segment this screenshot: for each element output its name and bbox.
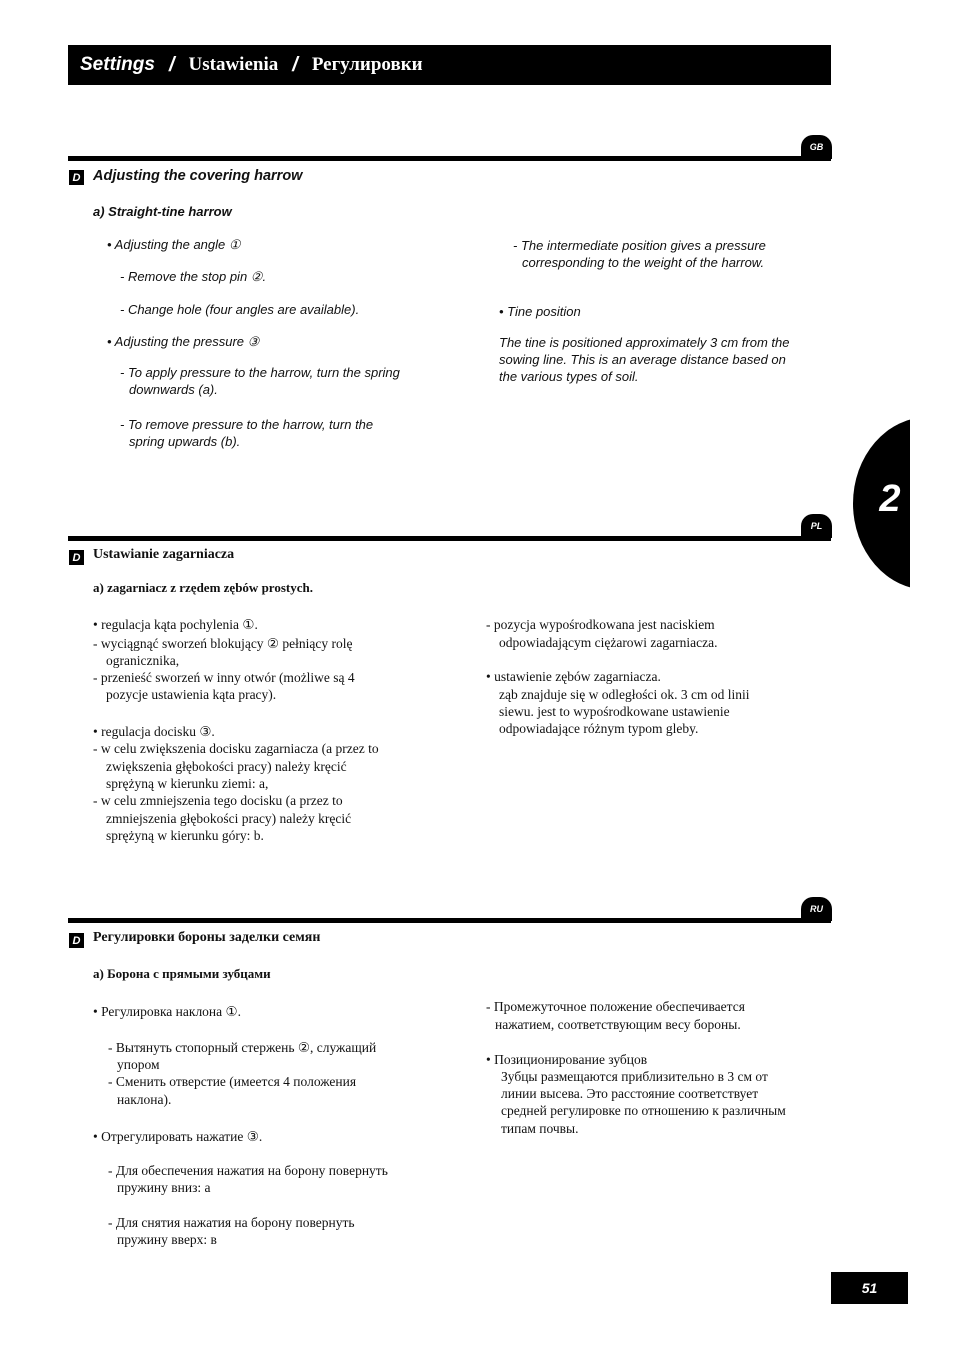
section-rule-ru — [68, 918, 831, 923]
pl-text-line: zmniejszenia głębokości pracy) należy kręcić — [106, 811, 352, 826]
section-title-pl: Ustawianie zagarniacza — [93, 547, 235, 562]
header-title-pl: Ustawienia — [188, 54, 279, 75]
gb-text-line: The tine is positioned approximately 3 cm from the — [499, 335, 790, 350]
page-number: 51 — [831, 1272, 908, 1304]
pl-text-line: ząb znajduje się w odległości ok. 3 cm od linii — [499, 687, 750, 702]
gb-text-line: - Remove the stop pin ②. — [120, 269, 267, 284]
ru-text-line: линии высева. Это расстояние соответствует — [501, 1086, 759, 1101]
gb-text-line: • Tine position — [499, 304, 581, 319]
ru-text-line: средней регулировке по отношению к различным — [501, 1103, 786, 1118]
pl-text-line: • regulacja kąta pochylenia ①. — [93, 617, 258, 632]
pl-text-line: - w celu zwiększenia docisku zagarniacza (a przez to — [93, 741, 379, 756]
header-title-en: Settings — [80, 54, 155, 75]
pl-text-line: ogranicznika, — [106, 653, 180, 668]
section-marker-pl: D — [69, 550, 84, 565]
gb-text-line: - To remove pressure to the harrow, turn the — [120, 417, 374, 432]
subsection-title-pl: a) zagarniacz z rzędem zębów prostych. — [93, 580, 313, 595]
ru-text-line: • Отрегулировать нажатие ③. — [93, 1129, 263, 1144]
ru-text-line: Зубцы размещаются приблизительно в 3 см от — [501, 1069, 768, 1084]
section-rule-pl — [68, 536, 831, 541]
pl-text-line: - wyciągnąć sworzeń blokujący ② pełniący rolę — [93, 636, 353, 651]
ru-text-line: • Позиционирование зубцов — [486, 1052, 648, 1067]
pl-text-line: sprężyną w kierunku ziemi: a, — [106, 776, 269, 791]
ru-text-line: - Для снятия нажатия на борону повернуть — [108, 1215, 355, 1230]
ru-text-line: - Вытянуть стопорный стержень ②, служащий — [108, 1040, 377, 1055]
ru-text-line: пружину вверх: в — [117, 1232, 217, 1247]
section-rule-gb — [68, 156, 831, 161]
lang-tab-ru: RU — [801, 897, 832, 921]
gb-text-line: - Change hole (four angles are available). — [120, 302, 360, 317]
gb-text-line: • Adjusting the pressure ③ — [107, 334, 260, 349]
subsection-title-gb: a) Straight-tine harrow — [93, 204, 232, 219]
pl-text-line: siewu. jest to wypośrodkowane ustawienie — [499, 704, 730, 719]
ru-text-line: типам почвы. — [501, 1121, 579, 1136]
page-margin — [910, 400, 954, 610]
gb-text-line: downwards (a). — [129, 382, 218, 397]
ru-text-line: • Регулировка наклона ①. — [93, 1004, 242, 1019]
ru-text-line: пружину вниз: а — [117, 1180, 211, 1195]
lang-tab-pl: PL — [801, 514, 832, 538]
pl-text-line: zwiększenia głębokości pracy) należy kręcić — [106, 759, 347, 774]
pl-text-line: odpowiadającym ciężarowi zagarniacza. — [499, 635, 718, 650]
header-bar — [68, 45, 831, 85]
lang-tab-gb: GB — [801, 135, 832, 159]
gb-text-line: spring upwards (b). — [129, 434, 241, 449]
ru-text-line: - Сменить отверстие (имеется 4 положения — [108, 1074, 357, 1089]
section-marker-ru: D — [69, 933, 84, 948]
ru-text-line: наклона). — [117, 1092, 172, 1107]
section-title-gb: Adjusting the covering harrow — [93, 168, 303, 184]
ru-text-line: - Промежуточное положение обеспечивается — [486, 999, 745, 1014]
pl-text-line: • regulacja docisku ③. — [93, 724, 215, 739]
ru-text-line: - Для обеспечения нажатия на борону повернуть — [108, 1163, 388, 1178]
gb-text-line: corresponding to the weight of the harrow. — [522, 255, 765, 270]
chapter-number: 2 — [879, 478, 901, 520]
pl-text-line: odpowiadające różnym typom gleby. — [499, 721, 699, 736]
header-separator: / — [168, 53, 175, 76]
gb-text-line: - The intermediate position gives a pressure — [513, 238, 766, 253]
gb-text-line: - To apply pressure to the harrow, turn the spring — [120, 365, 400, 380]
ru-text-line: нажатием, соответствующим весу бороны. — [495, 1017, 741, 1032]
section-marker-gb: D — [69, 170, 84, 185]
gb-text-line: the various types of soil. — [499, 369, 639, 384]
ru-text-line: упором — [117, 1057, 160, 1072]
pl-text-line: - pozycja wypośrodkowana jest naciskiem — [486, 617, 715, 632]
header-separator: / — [292, 53, 298, 76]
pl-text-line: pozycje ustawienia kąta pracy). — [106, 687, 277, 702]
gb-text-line: sowing line. This is an average distance based on — [499, 352, 786, 367]
pl-text-line: • ustawienie zębów zagarniacza. — [486, 669, 661, 684]
subsection-title-ru: а) Борона с прямыми зубцами — [93, 966, 271, 981]
section-title-ru: Регулировки бороны заделки семян — [93, 930, 321, 945]
header-title-ru: Регулировки — [311, 54, 423, 75]
pl-text-line: - w celu zmniejszenia tego docisku (a przez to — [93, 793, 343, 808]
gb-text-line: • Adjusting the angle ① — [107, 237, 241, 252]
pl-text-line: - przenieść sworzeń w inny otwór (możliwe są 4 — [93, 670, 355, 685]
pl-text-line: sprężyną w kierunku góry: b. — [106, 828, 264, 843]
